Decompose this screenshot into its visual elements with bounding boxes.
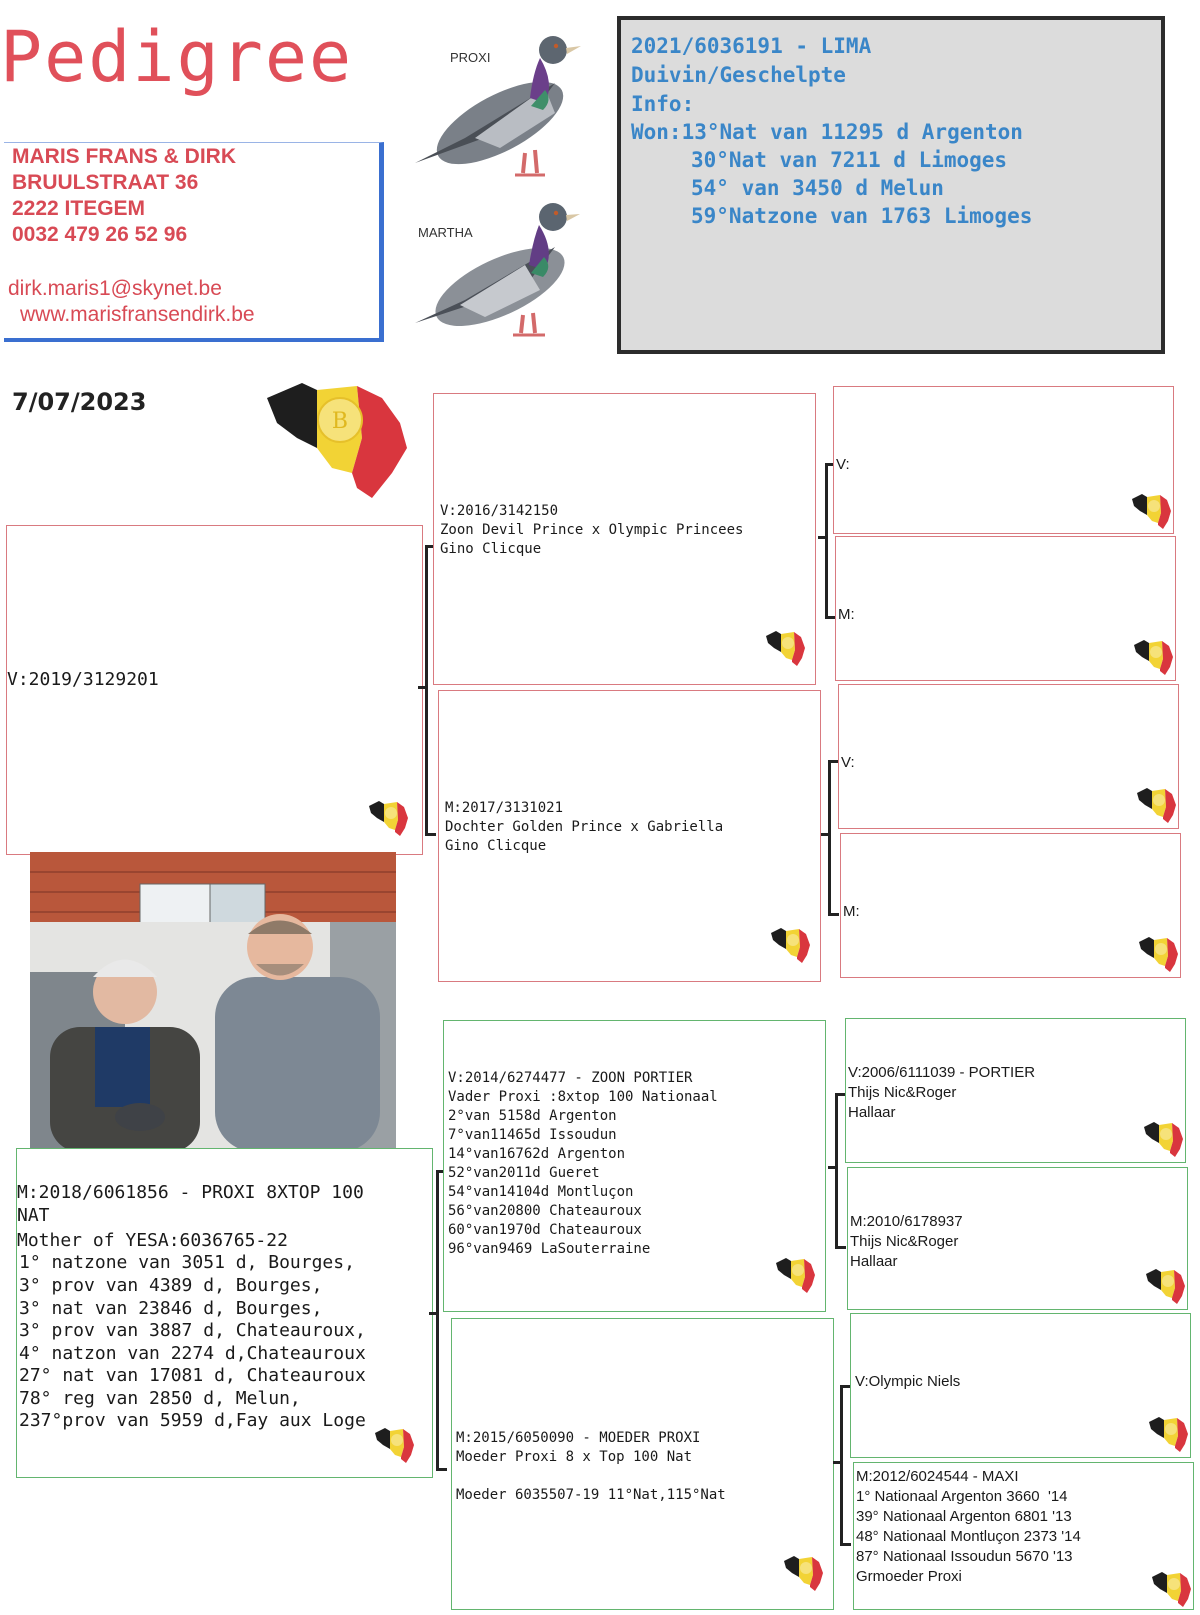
sd-line-2: Dochter Golden Prince x Gabriella — [445, 819, 724, 835]
sds-text: V: — [841, 754, 855, 771]
ds-line-9: 60°van1970d Chateauroux — [448, 1222, 642, 1238]
belgium-map-icon — [367, 798, 409, 838]
sdd-text: M: — [843, 903, 860, 920]
ddd-line-4: 48° Nationaal Montluçon 2373 '14 — [856, 1528, 1081, 1545]
sd-tick — [821, 833, 831, 836]
ddd-card — [853, 1462, 1194, 1610]
dam-line-8: 4° natzon van 2274 d,Chateauroux — [19, 1343, 366, 1364]
sd-line-3: Gino Clicque — [445, 838, 547, 854]
mother-pigeon-label: MARTHA — [418, 225, 473, 240]
ds-line-5: 14°van16762d Argenton — [448, 1146, 626, 1162]
contact-box — [4, 142, 384, 342]
dam-line-11: 237°prov van 5959 d,Fay aux Loge — [19, 1410, 366, 1431]
sds-card — [838, 684, 1179, 829]
sire-card — [6, 525, 423, 855]
mother-pigeon-image — [405, 195, 595, 345]
ds-line-3: 2°van 5158d Argenton — [448, 1108, 617, 1124]
dss-line-2: Thijs Nic&Roger — [848, 1084, 957, 1101]
ds-line-7: 54°van14104d Montluçon — [448, 1184, 634, 1200]
dam-tick — [429, 1312, 439, 1315]
dam-dam-card — [451, 1318, 834, 1610]
ddd-line-2: 1° Nationaal Argenton 3660 '14 — [856, 1488, 1068, 1505]
ds-line-6: 52°van2011d Gueret — [448, 1165, 600, 1181]
dam-line-2: NAT — [17, 1205, 50, 1226]
won-result-2: 30°Nat van 7211 d Limoges — [691, 148, 1008, 172]
pigeon-info-box — [617, 16, 1165, 354]
ss-line-2: Zoon Devil Prince x Olympic Princees — [440, 522, 744, 538]
info-label: Info: — [631, 92, 695, 116]
ssd-card — [835, 536, 1176, 681]
won-result-3: 54° van 3450 d Melun — [691, 176, 944, 200]
father-pigeon-image — [405, 28, 595, 183]
belgium-map-icon — [1130, 491, 1172, 531]
contact-city: 2222 ITEGEM — [12, 197, 146, 220]
sire-ring: V:2019/3129201 — [7, 669, 159, 690]
dsd-line-1: M:2010/6178937 — [850, 1213, 963, 1230]
ss-tick — [818, 536, 828, 539]
sss-card — [833, 386, 1174, 534]
father-pigeon-label: PROXI — [450, 50, 491, 65]
belgium-map-icon — [262, 378, 412, 503]
dam-line-4: 1° natzone van 3051 d, Bourges, — [19, 1252, 355, 1273]
dam-line-3: Mother of YESA:6036765-22 — [17, 1230, 288, 1251]
dsd-line-3: Hallaar — [850, 1253, 898, 1270]
sd-line-1: M:2017/3131021 — [445, 800, 564, 816]
dam-card — [16, 1148, 433, 1478]
belgium-map-icon — [1147, 1414, 1189, 1454]
dam-line-1: M:2018/6061856 - PROXI 8XTOP 100 — [17, 1182, 364, 1203]
dam-line-10: 78° reg van 2850 d, Melun, — [19, 1388, 301, 1409]
family-photo — [30, 852, 396, 1152]
belgium-map-icon — [373, 1425, 415, 1465]
belgium-map-icon — [1135, 785, 1177, 825]
won-result-1: Won:13°Nat van 11295 d Argenton — [631, 120, 1023, 144]
belgium-map-icon — [764, 628, 806, 668]
ss-line-3: Gino Clicque — [440, 541, 542, 557]
ds-line-10: 96°van9469 LaSouterraine — [448, 1241, 651, 1257]
belgium-map-icon — [774, 1255, 816, 1295]
ddd-line-5: 87° Nationaal Issoudun 5670 '13 — [856, 1548, 1073, 1565]
belgium-map-icon — [1132, 637, 1174, 677]
won-result-4: 59°Natzone van 1763 Limoges — [691, 204, 1033, 228]
ds-line-4: 7°van11465d Issoudun — [448, 1127, 617, 1143]
sss-text: V: — [836, 456, 850, 473]
dam-sire-card — [443, 1020, 826, 1312]
ddd-line-1: M:2012/6024544 - MAXI — [856, 1468, 1019, 1485]
ds-line-2: Vader Proxi :8xtop 100 Nationaal — [448, 1089, 718, 1105]
dd-tick — [833, 1461, 843, 1464]
dss-line-3: Hallaar — [848, 1104, 896, 1121]
contact-name: MARIS FRANS & DIRK — [12, 145, 236, 168]
dd-line-4: Moeder 6035507-19 11°Nat,115°Nat — [456, 1487, 726, 1503]
sdd-card — [840, 833, 1181, 978]
dsd-card — [847, 1167, 1188, 1310]
ddd-line-6: Grmoeder Proxi — [856, 1568, 962, 1585]
dam-line-6: 3° nat van 23846 d, Bourges, — [19, 1298, 323, 1319]
dam-line-9: 27° nat van 17081 d, Chateauroux — [19, 1365, 366, 1386]
belgium-map-icon — [782, 1553, 824, 1593]
belgium-map-icon — [1144, 1266, 1186, 1306]
ddd-line-3: 39° Nationaal Argenton 6801 '13 — [856, 1508, 1072, 1525]
sire-sire-card — [433, 393, 816, 685]
contact-email[interactable]: dirk.maris1@skynet.be — [8, 277, 222, 300]
pedigree-date: 7/07/2023 — [12, 388, 147, 416]
dds-line-1: V:Olympic Niels — [855, 1373, 961, 1390]
dam-line-7: 3° prov van 3887 d, Chateauroux, — [19, 1320, 366, 1341]
dds-card — [850, 1313, 1191, 1458]
sire-tick — [418, 686, 428, 689]
ds-line-8: 56°van20800 Chateauroux — [448, 1203, 642, 1219]
belgium-map-icon — [1150, 1569, 1192, 1609]
dss-card — [845, 1018, 1186, 1163]
belgium-map-icon — [1142, 1119, 1184, 1159]
ssd-text: M: — [838, 606, 855, 623]
page-title: Pedigree — [0, 16, 354, 98]
belgium-map-icon — [769, 925, 811, 965]
belgium-map-icon — [1137, 934, 1179, 974]
ds-tick — [828, 1166, 838, 1169]
dam-line-5: 3° prov van 4389 d, Bourges, — [19, 1275, 323, 1296]
ss-line-1: V:2016/3142150 — [440, 503, 559, 519]
contact-website[interactable]: www.marisfransendirk.be — [20, 303, 255, 326]
contact-street: BRUULSTRAAT 36 — [12, 171, 199, 194]
sex-label: Duivin/Geschelpte — [631, 63, 846, 87]
sire-dam-card — [438, 690, 821, 982]
ds-line-1: V:2014/6274477 - ZOON PORTIER — [448, 1070, 693, 1086]
dss-line-1: V:2006/6111039 - PORTIER — [848, 1064, 1036, 1081]
dsd-line-2: Thijs Nic&Roger — [850, 1233, 959, 1250]
ring-number: 2021/6036191 - LIMA — [631, 34, 872, 58]
svg-text:B: B — [331, 409, 349, 434]
contact-phone: 0032 479 26 52 96 — [12, 223, 188, 246]
dd-line-1: M:2015/6050090 - MOEDER PROXI — [456, 1430, 701, 1446]
dd-line-2: Moeder Proxi 8 x Top 100 Nat — [456, 1449, 693, 1465]
